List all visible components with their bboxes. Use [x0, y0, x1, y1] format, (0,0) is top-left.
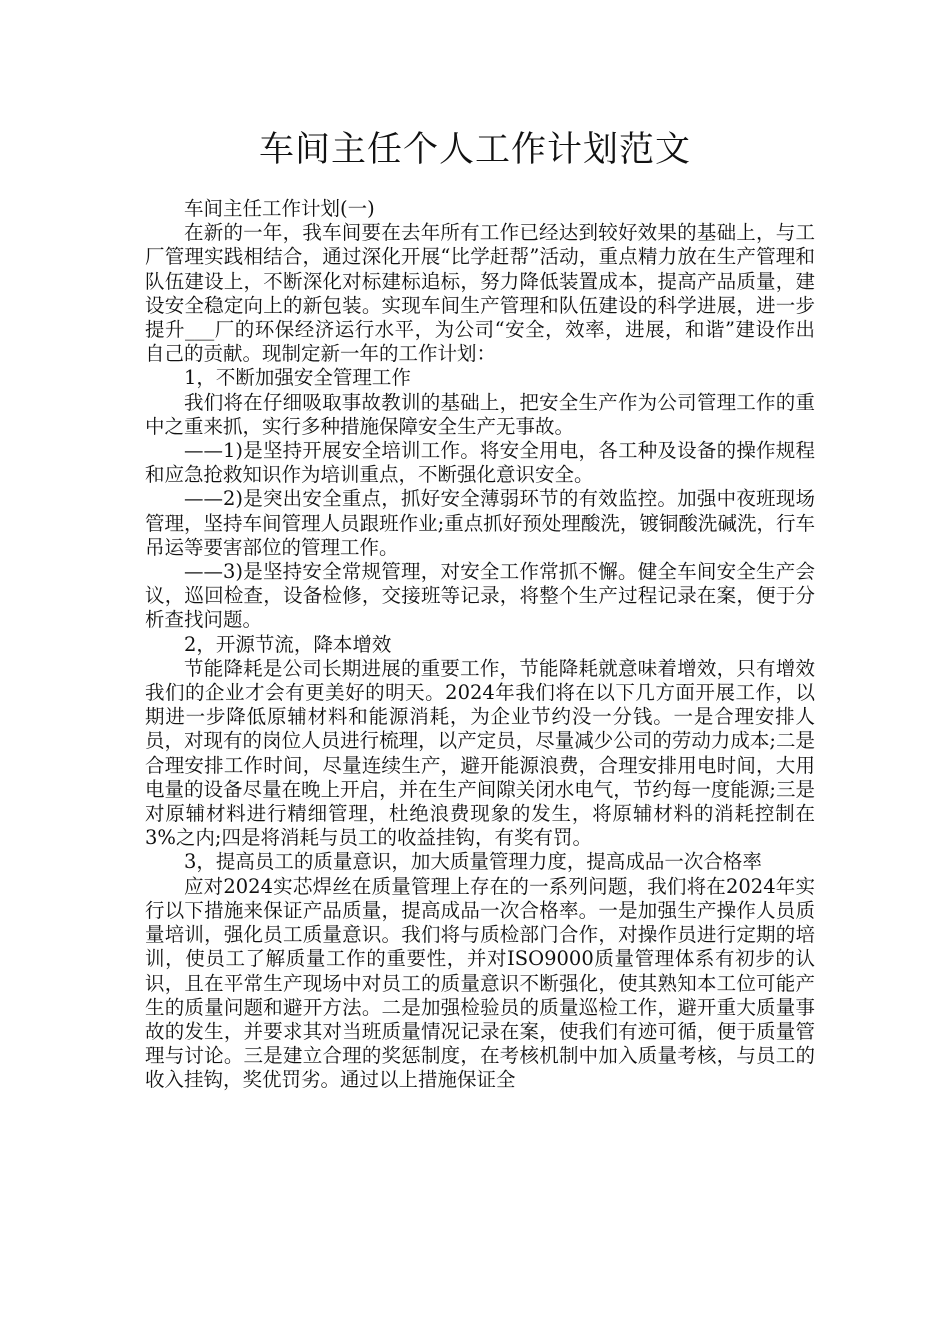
paragraph: 节能降耗是公司长期进展的重要工作，节能降耗就意味着增效，只有增效我们的企业才会有更美好的明天。2024年我们将在以下几方面开展工作，以期进一步降低原辅材料和能源消耗，为企业节约没一分钱。一是合理安排人员，对现有的岗位人员进行梳理，以产定员，尽量减少公司的劳动力成本;二是合理安排工作时间，尽量连续生产，避开能源浪费，合理安排用电时间，大用电量的设备尽量在晚上开启，并在生产间隙关闭水电气，节约每一度能源;三是对原辅材料进行精细管理，杜绝浪费现象的发生，将原辅材料的消耗控制在3%之内;四是将消耗与员工的收益挂钩，有奖有罚。	[145, 656, 815, 850]
document-title: 车间主任个人工作计划范文	[258, 130, 691, 170]
paragraph: 应对2024实芯焊丝在质量管理上存在的一系列问题，我们将在2024年实行以下措施来保证产品质量，提高成品一次合格率。一是加强生产操作人员质量培训，强化员工质量意识。我们将与质检部门合作，对操作员进行定期的培训，使员工了解质量工作的重要性，并对ISO9000质量管理体系有初步的认识，且在平常生产现场中对员工的质量意识不断强化，使其熟知本工位可能产生的质量问题和避开方法。二是加强检验员的质量巡检工作，避开重大质量事故的发生，并要求其对当班质量情况记录在案，使我们有迹可循，便于质量管理与讨论。三是建立合理的奖惩制度，在考核机制中加入质量考核，与员工的收入挂钩，奖优罚劣。通过以上措施保证全	[145, 874, 815, 1092]
subsection-heading: 3，提高员工的质量意识，加大质量管理力度，提高成品一次合格率	[184, 850, 762, 874]
section-heading: 车间主任工作计划(一)	[184, 197, 375, 220]
document-body	[145, 197, 815, 1093]
list-item: ——2)是突出安全重点，抓好安全薄弱环节的有效监控。加强中夜班现场管理，坚持车间管理人员跟班作业;重点抓好预处理酸洗，镀铜酸洗碱洗，行车吊运等要害部位的管理工作。	[145, 487, 815, 559]
list-item: ——1)是坚持开展安全培训工作。将安全用电，各工种及设备的操作规程和应急抢救知识作为培训重点，不断强化意识安全。	[145, 439, 815, 487]
paragraph: 我们将在仔细吸取事故教训的基础上，把安全生产作为公司管理工作的重中之重来抓，实行多种措施保障安全生产无事故。	[145, 390, 815, 438]
list-item: ——3)是坚持安全常规管理，对安全工作常抓不懈。健全车间安全生产会议，巡回检查，设备检修，交接班等记录，将整个生产过程记录在案，便于分析查找问题。	[145, 560, 815, 632]
subsection-heading: 1，不断加强安全管理工作	[184, 366, 411, 390]
subsection-heading: 2，开源节流，降本增效	[184, 632, 392, 656]
paragraph: 在新的一年，我车间要在去年所有工作已经达到较好效果的基础上，与工厂管理实践相结合，通过深化开展“比学赶帮”活动，重点精力放在生产管理和队伍建设上，不断深化对标建标追标，努力降低装置成本，提高产品质量，建设安全稳定向上的新包装。实现车间生产管理和队伍建设的科学进展，进一步提升___厂的环保经济运行水平，为公司“安全，效率，进展，和谐”建设作出自己的贡献。现制定新一年的工作计划：	[145, 221, 815, 366]
